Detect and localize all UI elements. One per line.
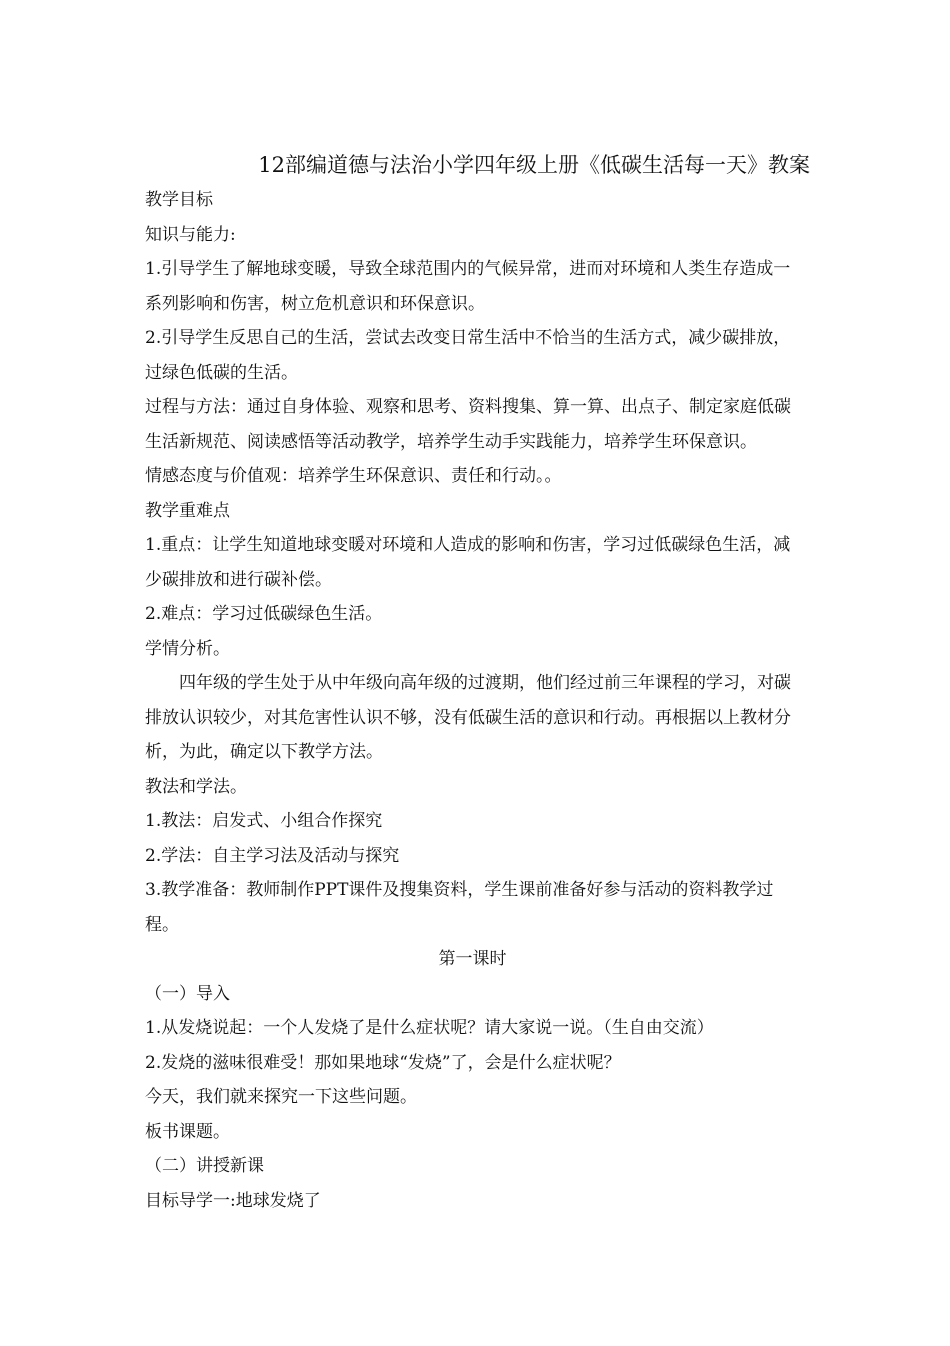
learning-method: 2.学法：自主学习法及活动与探究	[145, 845, 400, 866]
goal-item-2: 2.引导学生反思自己的生活，尝试去改变日常生活中不恰当的生活方式，减少碳排放，过绿色低碳的生活。	[145, 328, 791, 383]
goal-item-1: 1.引导学生了解地球变暖，导致全球范围内的气候异常，进而对环境和人类生存造成一系列影响和伤害，树立危机意识和环保意识。	[145, 259, 791, 314]
intro-item-2: 2.发烧的滋味很难受！那如果地球“发烧”了，会是什么症状呢？	[145, 1052, 621, 1073]
subheading-knowledge-ability: 知识与能力:	[145, 224, 236, 245]
process-methods: 过程与方法：通过自身体验、观察和思考、资料搜集、算一算、出点子、制定家庭低碳生活新规范、阅读感悟等活动教学，培养学生动手实践能力，培养学生环保意识。	[145, 397, 791, 452]
emotion-values: 情感态度与价值观：培养学生环保意识、责任和行动。。	[145, 466, 562, 486]
goal-guide-1: 目标导学一:地球发烧了	[145, 1190, 321, 1211]
document-page	[145, 148, 810, 1218]
document-title: 12部编道德与法治小学四年级上册《低碳生活每一天》教案	[258, 153, 810, 177]
key-point: 1.重点：让学生知道地球变暖对环境和人造成的影响和伤害，学习过低碳绿色生活，减少碳排放和进行碳补偿。	[145, 535, 791, 590]
lesson-title: 第一课时	[438, 949, 507, 969]
heading-teaching-goals: 教学目标	[145, 190, 213, 210]
heading-key-difficult-points: 教学重难点	[145, 500, 230, 521]
intro-today: 今天，我们就来探究一下这些问题。	[145, 1087, 417, 1107]
teaching-method: 1.教法：启发式、小组合作探究	[145, 811, 383, 831]
learner-analysis-text: 四年级的学生处于从中年级向高年级的过渡期，他们经过前三年课程的学习，对碳排放认识较少，对其危害性认识不够，没有低碳生活的意识和行动。再根据以上教材分析，为此，确定以下教学方法。	[145, 673, 791, 762]
teaching-preparation: 3.教学准备：教师制作PPT课件及搜集资料，学生课前准备好参与活动的资料教学过程。	[145, 880, 774, 935]
heading-learner-analysis: 学情分析。	[145, 638, 230, 659]
section-introduction: （一）导入	[145, 983, 230, 1004]
intro-item-1: 1.从发烧说起：一个人发烧了是什么症状呢？请大家说一说。（生自由交流）	[145, 1018, 714, 1038]
heading-methods: 教法和学法。	[145, 776, 247, 797]
section-new-lesson: （二）讲授新课	[145, 1156, 264, 1176]
blackboard-title: 板书课题。	[145, 1121, 230, 1142]
difficult-point: 2.难点：学习过低碳绿色生活。	[145, 604, 383, 624]
